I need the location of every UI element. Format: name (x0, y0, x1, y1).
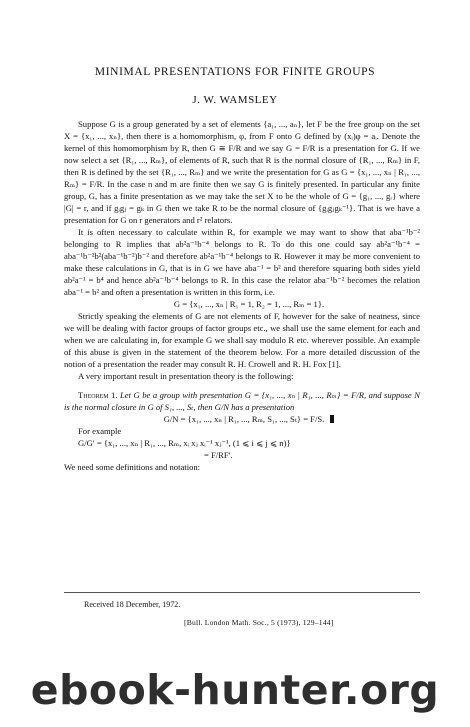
equation-presentation: G = {x₁, ..., xₙ | R₁ = 1, R₂ = 1, ..., Rₘ = 1}. (173, 299, 325, 309)
paragraph-2: It is often necessary to calculate within R, for example we may want to show that aba⁻¹b⁻² belonging to R implies that ab²a⁻¹b⁻⁴ belongs to R. To do this one could say ab²a⁻¹b⁻⁴ = aba⁻¹b⁻²b²(aba⁻¹b⁻²)b⁻² and therefore ab²a⁻¹b⁻⁴ belongs to R. However it may be more convenient to make these calculations in G, that is in G we have aba⁻¹ = b² and therefore squaring both sides yield ab²a⁻¹ = b⁴ and hence ab²a⁻¹b⁻⁴ belongs to R. In this case the relator aba⁻¹b⁻² becomes the relation aba⁻¹ = b² and often a presentation is written in this form, i.e. (64, 227, 420, 297)
paragraph-3: Strictly speaking the elements of G are not elements of F, however for the sake of neatness, since we will be dealing with factor groups of factor groups etc., we shall use the same element for each and when we are calculating in, for example G we shall say modulo R etc. wherever possible. An example of this abuse is given in the statement of the theorem below. For a more detailed discussion of the notion of a presentation the reader may consult R. H. Crowell and R. H. Fox [1]. (64, 311, 420, 369)
paper-author: J. W. WAMSLEY (192, 94, 278, 106)
theorem-label: Theorem 1. (78, 390, 118, 400)
paragraph-1: Suppose G is a group generated by a set of elements {a₁, ..., aₙ}, let F be the free group on the set X = {x₁, ..., xₙ}, then there is a homomorphism, φ, from F onto G defined by (xᵢ)φ = aᵢ. Denote the kernel of this homomorphism by R, then G ≅ F/R and we say G = F/R is a presentation for G. If we now select a set {R₁, ..., Rₘ}, of elements of R, such that R is the normal closure of {R₁, ..., Rₘ} in F, then R is defined by the set {R₁, ..., Rₘ} and we write the presentation for G as G = {x₁, ..., xₙ | R₁, ..., Rₘ} = F/R. In the case n and m are finite then we say G is finitely presented. In particular any finite group, G, has a finite presentation as we may take the set X to be the whole of G = {g₁, ..., gᵣ} where |G| = r, and if gᵢgⱼ = gₖ in G then we take R to be the normal closure of {gᵢgⱼgₖ⁻¹}. That is we have a presentation for G on r generators and r² relators. (64, 119, 420, 225)
theorem-text: Let G be a group with presentation G = {x₁, ..., xₙ | R₁, ..., Rₘ} = F/R, and suppose N is the normal closure in G of S₁, ..., Sₜ, then G/N has a presentation (64, 390, 420, 412)
equation-commutator: G/G′ = {x₁, ..., xₙ | R₁, ..., Rₘ, xᵢ xⱼ xᵢ⁻¹ xⱼ⁻¹, (1 ⩽ i ⩽ j ⩽ n)} (78, 438, 291, 448)
paper-title: MINIMAL PRESENTATIONS FOR FINITE GROUPS (94, 66, 376, 78)
paragraph-5: We need some definitions and notation: (64, 462, 201, 472)
watermark: ebook-hunter.org (30, 666, 440, 714)
footnote-rule (64, 592, 420, 593)
journal-citation: [Bull. London Math. Soc., 5 (1973), 129–144] (184, 618, 334, 627)
paragraph-4: A very important result in presentation theory is the following: (78, 371, 294, 381)
equation-commutator-result: = F/RF′. (204, 450, 233, 460)
equation-quotient (64, 413, 420, 425)
paper-body (64, 118, 420, 473)
equation-quotient-text: G/N = {x₁, ..., xₙ | R₁, ..., Rₘ, S₁, ..., Sₜ} = F/S. (163, 414, 325, 424)
theorem-1 (64, 389, 420, 413)
received-date: Received 18 December, 1972. (84, 600, 181, 609)
example-label: For example (78, 426, 122, 436)
qed-mark (330, 415, 334, 423)
